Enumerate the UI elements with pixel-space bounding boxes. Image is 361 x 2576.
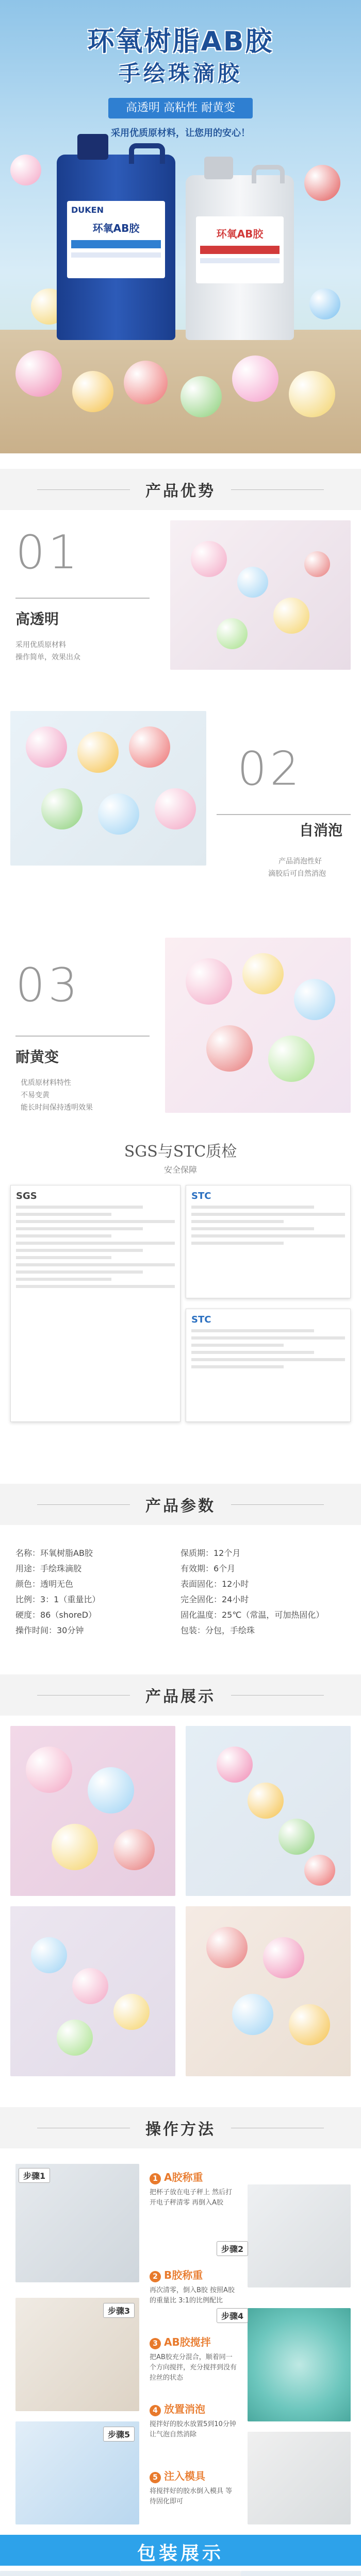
cert-logo: STC xyxy=(191,1314,211,1325)
showcase-photo xyxy=(186,1906,351,2076)
divider xyxy=(217,814,351,815)
cert-logo: SGS xyxy=(16,1191,37,1201)
step-photo xyxy=(248,2184,351,2287)
step-label: 步骤5 xyxy=(103,2427,135,2442)
bottle-brand: DUKEN xyxy=(71,205,104,215)
bottle-cap xyxy=(77,134,108,160)
section-title: 产品展示 xyxy=(145,1688,216,1706)
step-2: 2 B胶称重 再次清零，倒入B胶 按照A胶的重量比 3:1的比例配比 xyxy=(150,2269,235,2304)
section-title: 操作方法 xyxy=(145,2121,216,2139)
showcase-photo xyxy=(186,1726,351,1896)
bottle-b-image xyxy=(186,175,294,340)
advantage-desc: 操作简单，效果出众 xyxy=(15,653,80,662)
sgs-certificate xyxy=(10,1185,180,1422)
showcase-photo xyxy=(10,1906,175,2076)
param-row: 用途：手绘珠滴胶 有效期：6个月 xyxy=(15,1564,236,1573)
stc-certificate xyxy=(186,1185,351,1298)
bead-decoration xyxy=(10,155,41,185)
advantage-desc: 不易变黄 xyxy=(21,1091,50,1099)
param-row: 颜色：透明无色 表面固化：12小时 xyxy=(15,1579,249,1589)
bottle-product-name: 环氧AB胶 xyxy=(216,228,264,240)
section-title: 产品参数 xyxy=(145,1497,216,1515)
bead-decoration xyxy=(124,361,168,404)
step-label: 步骤1 xyxy=(19,2168,50,2183)
bottle-handle xyxy=(129,143,165,164)
cert-logo: STC xyxy=(191,1191,211,1201)
advantage-number: 02 xyxy=(237,742,303,796)
label-stripe xyxy=(71,240,161,248)
bead-decoration xyxy=(304,165,340,201)
bottle-a-image xyxy=(57,155,175,340)
step-label: 步骤3 xyxy=(103,2303,135,2318)
advantage-desc: 优质原材料特性 xyxy=(21,1079,71,1087)
bead-decoration xyxy=(72,371,113,412)
bottle-label xyxy=(196,216,284,283)
advantage-desc: 采用优质原材料 xyxy=(15,641,66,649)
advantages-header xyxy=(0,478,361,501)
stc-certificate xyxy=(186,1309,351,1422)
step-5: 5 注入模具 将搅拌好的胶水倒入模具 等待固化即可 xyxy=(150,2470,233,2505)
bottle-handle xyxy=(252,165,285,183)
params-table xyxy=(15,1546,346,1638)
bottle-label xyxy=(67,201,165,278)
bead-decoration xyxy=(289,371,335,417)
package-photo xyxy=(120,2571,241,2576)
advantage-title: 耐黄变 xyxy=(15,1048,59,1065)
package-photo xyxy=(0,2571,120,2576)
section-title: 包装展示 xyxy=(137,2543,224,2564)
advantage-desc: 产品消泡性好 xyxy=(278,857,322,866)
hero-subtitle: 手绘珠滴胶 xyxy=(118,61,242,86)
bead-decoration xyxy=(309,289,340,319)
label-stripe xyxy=(200,258,280,263)
hero-banner xyxy=(0,0,361,453)
step-photo xyxy=(248,2432,351,2524)
step-label: 步骤2 xyxy=(217,2241,248,2256)
label-stripe xyxy=(200,246,280,254)
step-label: 步骤4 xyxy=(217,2308,248,2323)
advantage-desc: 能长时间保持透明效果 xyxy=(21,1104,93,1112)
param-row: 操作时间：30分钟 包装：分包，手绘珠 xyxy=(15,1625,255,1635)
label-stripe xyxy=(71,252,161,258)
showcase-photo xyxy=(10,1726,175,1896)
advantage-number: 03 xyxy=(15,958,81,1012)
bottle-cap xyxy=(204,157,233,179)
hero-title: 环氧树脂AB胶 xyxy=(87,26,274,57)
bead-decoration xyxy=(15,350,62,397)
steps-header xyxy=(0,2116,361,2139)
package-photo xyxy=(241,2571,361,2576)
sgs-subtitle: 安全保障 xyxy=(163,1165,197,1175)
param-row: 硬度：86（shoreD） 固化温度：25℃（常温，可加热固化） xyxy=(15,1610,324,1620)
divider xyxy=(15,1036,150,1037)
bead-decoration xyxy=(232,355,278,402)
params-header xyxy=(0,1493,361,1516)
advantage-title: 自消泡 xyxy=(299,822,343,839)
step-4: 4 放置消泡 搅拌好的胶水放置5到10分钟 让气泡自然消除 xyxy=(150,2403,236,2438)
advantage-title: 高透明 xyxy=(15,611,59,628)
sgs-title: SGS与STC质检 xyxy=(124,1143,237,1161)
param-row: 比例：3：1（重量比） 完全固化：24小时 xyxy=(15,1595,249,1604)
divider xyxy=(15,598,150,599)
hero-note: 采用优质原材料，让您用的安心！ xyxy=(111,128,250,139)
product-photo xyxy=(170,520,351,670)
hero-feature-tags: 高透明 高粘性 耐黄变 xyxy=(108,98,253,118)
step-3: 3 AB胶搅拌 把AB胶充分混合，顺着同一个方向搅拌，充分搅拌到没有拉丝的状态 xyxy=(150,2336,237,2382)
param-row: 名称：环氧树脂AB胶 保质期：12个月 xyxy=(15,1548,241,1558)
step-photo xyxy=(248,2308,351,2421)
section-title: 产品优势 xyxy=(145,482,216,500)
product-photo xyxy=(10,711,206,866)
step-1: 1 A胶称重 把杯子放在电子秤上 然后打开电子秤清零 再倒入A胶 xyxy=(150,2171,233,2207)
advantage-number: 01 xyxy=(15,526,81,580)
bead-decoration xyxy=(180,376,222,417)
advantage-desc: 滴胶后可自然消泡 xyxy=(268,870,326,878)
bottle-product-name: 环氧AB胶 xyxy=(92,222,140,234)
showcase-header xyxy=(0,1684,361,1706)
product-photo xyxy=(165,938,351,1113)
